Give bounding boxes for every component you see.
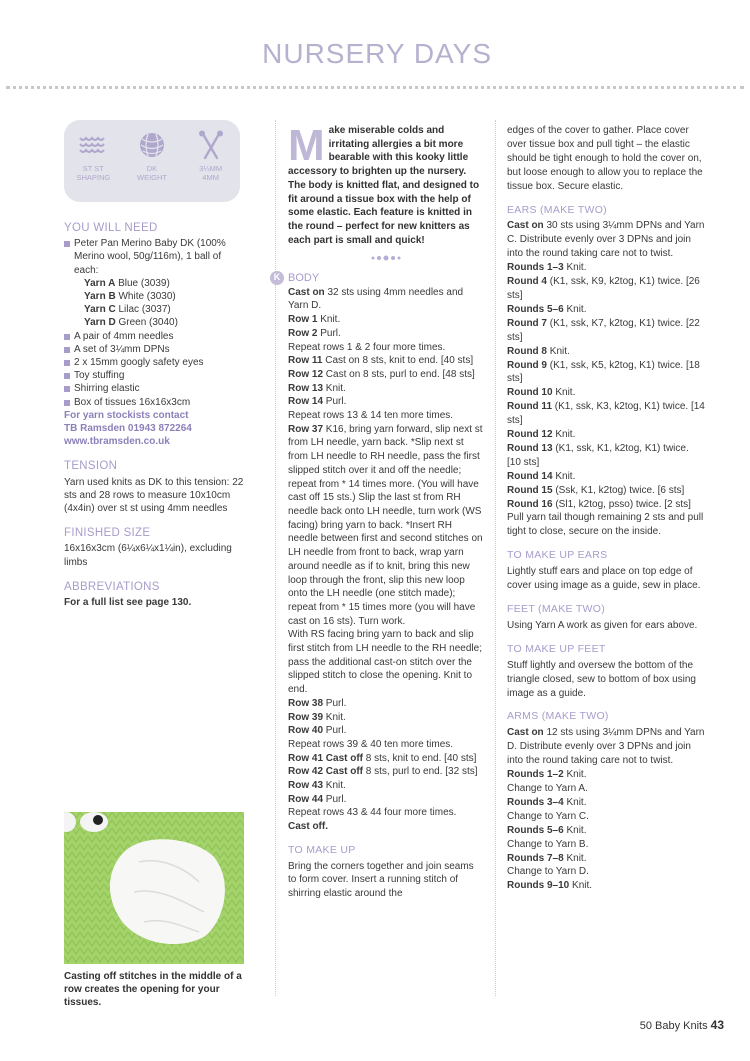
instruction-text: With RS facing bring yarn to back and slip first stitch from LH needle to the RH needle; pass the additional cast-on stitch over the slipped stitch to close the opening. Knit to end.	[288, 629, 482, 696]
feet-text: Using Yarn A work as given for ears above.	[507, 619, 698, 631]
contact-phone: TB Ramsden 01943 872264	[64, 423, 192, 435]
instruction-line	[507, 442, 705, 470]
instruction-label: Row 12	[288, 368, 324, 380]
header-divider	[6, 86, 744, 89]
instruction-line	[288, 313, 484, 327]
instruction-label: Round 13	[507, 442, 553, 454]
right-column	[507, 124, 705, 893]
instruction-label: Rounds 1–3	[507, 262, 564, 274]
info-weight	[126, 130, 178, 182]
column-divider	[275, 120, 276, 996]
flourish-ornament	[288, 253, 484, 268]
instruction-text: 12 sts using 3¼mm DPNs and Yarn D. Distribute evenly over 3 DPNs and join into the round taking care not to twist.	[507, 727, 705, 767]
instruction-text: (K1, ssk, K7, k2tog, K1) twice. [22 sts]	[507, 317, 700, 343]
instruction-line	[507, 345, 705, 359]
instruction-text: Knit.	[547, 345, 570, 357]
instruction-line	[507, 782, 705, 796]
instruction-line	[507, 484, 705, 498]
finished-size-text: 16x16x3cm (6¼x6¼x1¼in), excluding limbs	[64, 543, 232, 568]
instruction-text: Pull yarn tail though remaining 2 sts and pull tight to close, secure on the inside.	[507, 512, 704, 538]
section-heading: TO MAKE UP EARS	[507, 549, 608, 562]
instruction-text: 32 sts using 4mm needles and Yarn D.	[288, 286, 464, 312]
contact-website[interactable]: www.tbramsden.co.uk	[64, 436, 170, 448]
section-heading: TO MAKE UP FEET	[507, 642, 606, 655]
list-item: Toy stuffing	[64, 369, 244, 382]
knitting-needles-icon	[195, 130, 227, 160]
instruction-line	[288, 409, 484, 423]
instruction-text: (K1, ssk, K1, k2tog, K1) twice. [10 sts]	[507, 442, 689, 468]
instruction-label: Row 13	[288, 382, 324, 394]
instruction-text: Purl.	[317, 327, 341, 339]
materials-list	[64, 237, 244, 409]
page-footer	[640, 1018, 724, 1032]
instruction-line	[507, 317, 705, 345]
instruction-line	[507, 824, 705, 838]
instruction-text: Knit.	[552, 429, 576, 441]
instruction-label: Rounds 1–2	[507, 769, 564, 781]
page-number: 43	[710, 1018, 724, 1032]
instruction-label: Row 14	[288, 396, 324, 408]
instruction-text: Knit.	[563, 262, 587, 274]
instruction-line	[507, 865, 705, 879]
instruction-label: Round 12	[507, 429, 553, 441]
instruction-text: 30 sts using 3¼mm DPNs and Yarn C. Distribute evenly over 3 DPNs and join into the round taking care not to twist.	[507, 220, 705, 260]
yarn-swatch-icon	[77, 130, 109, 160]
instruction-text: Knit.	[563, 303, 587, 315]
instruction-label: Round 8	[507, 345, 547, 357]
instruction-label: Round 9	[507, 359, 547, 371]
section-heading: ABBREVIATIONS	[64, 580, 160, 593]
instruction-label: Row 38	[288, 697, 324, 709]
instruction-label: Round 11	[507, 401, 553, 413]
info-label-line: WEIGHT	[136, 173, 167, 182]
instruction-label: Round 4	[507, 276, 547, 288]
yarn-desc: White (3030)	[118, 291, 176, 303]
list-item: A set of 3¼mm DPNs	[64, 343, 244, 356]
instruction-text: Cast on 8 sts, purl to end. [48 sts]	[323, 368, 475, 380]
instruction-text: (Ssk, K1, k2tog) twice. [6 sts]	[552, 484, 685, 496]
yarn-name: Yarn A	[84, 277, 116, 289]
info-label-line: DK	[146, 164, 158, 173]
info-needles	[185, 130, 237, 182]
instruction-line	[288, 382, 484, 396]
instruction-text: K16, bring yarn forward, slip next st from LH needle, yarn back. *Slip next st from LH needle to RH needle, pass the first slipped stitch over it and off the needle; repeat from * 14 times more. (You will have cast off 15 sts.) Slip the last st from RH needle back onto LH needle, turn work (WS facing) bring yarn to back. *Insert RH needle between first and second stitches on LH needle from front to back, wrap yarn around needle as if to knit, bring this new loop through the front, slip this new loop onto the LH needle (one stitch made); repeat from * 15 times more (you will have cast on 16 sts). Turn work.	[288, 423, 483, 627]
instruction-text: Cast on 8 sts, knit to end. [40 sts]	[322, 355, 474, 367]
info-label-line: 3¼MM	[199, 164, 223, 173]
ornament-icon	[368, 253, 404, 263]
instruction-text: Knit.	[317, 314, 341, 326]
instruction-label: Cast on	[288, 286, 325, 298]
instruction-text: (K1, ssk, K3, k2tog, K1) twice. [14 sts]	[507, 401, 705, 427]
instruction-line	[507, 303, 705, 317]
instruction-line	[507, 498, 705, 512]
section-heading: TO MAKE UP	[288, 843, 356, 856]
instruction-line	[507, 275, 705, 303]
instruction-line	[507, 768, 705, 782]
instruction-line	[288, 327, 484, 341]
instruction-label: Row 11	[288, 355, 323, 367]
body-heading	[273, 272, 484, 286]
instruction-text: Change to Yarn D.	[507, 866, 589, 878]
instruction-text: (K1, ssk, K5, k2tog, K1) twice. [18 sts]	[507, 359, 700, 385]
instruction-label: Rounds 3–4	[507, 796, 564, 808]
instruction-line	[507, 838, 705, 852]
instruction-line	[288, 765, 484, 779]
instruction-text: Change to Yarn B.	[507, 838, 589, 850]
list-item	[64, 237, 244, 329]
instruction-text: Knit.	[323, 711, 346, 723]
list-item: 2 x 15mm googly safety eyes	[64, 356, 244, 369]
instruction-line	[288, 724, 484, 738]
instruction-label: Round 14	[507, 470, 553, 482]
instruction-label: Rounds 9–10	[507, 880, 570, 892]
yarn-desc: Blue (3039)	[118, 277, 170, 289]
knit-badge-icon: K	[270, 271, 284, 285]
yarn-desc: Green (3040)	[118, 317, 178, 329]
intro-text: ake miserable colds and irritating allergies a bit more bearable with this kooky little accessory to brighten up the nursery. The body is knitted flat, and designed to fit around a tissue box with the help of some elastic. Each feature is knitted in the round – perfect for new knitters as each part is small and quick!	[288, 125, 480, 246]
instruction-line	[507, 511, 705, 539]
instruction-line	[288, 711, 484, 725]
section-heading: BODY	[288, 272, 320, 285]
info-label-line: ST ST	[82, 164, 104, 173]
left-column	[64, 222, 244, 609]
section-heading: FEET (MAKE TWO)	[507, 603, 606, 615]
instruction-text: Knit.	[569, 880, 593, 892]
instruction-label: Row 44	[288, 793, 324, 805]
instruction-label: Row 43	[288, 780, 324, 792]
instruction-line	[507, 400, 705, 428]
instruction-line	[507, 428, 705, 442]
instruction-text: Knit.	[563, 852, 587, 864]
section-heading: EARS (MAKE TWO)	[507, 203, 607, 216]
info-label-line: 4MM	[202, 173, 219, 182]
instruction-text: Change to Yarn C.	[507, 810, 589, 822]
instruction-text: Repeat rows 13 & 14 ten more times.	[288, 410, 454, 422]
instruction-line	[507, 879, 705, 893]
instruction-line	[288, 793, 484, 807]
instruction-label: Row 41 Cast off	[288, 752, 364, 764]
instruction-text: Knit.	[563, 796, 587, 808]
yarn-item	[84, 290, 244, 303]
instruction-line	[507, 359, 705, 387]
instruction-line	[288, 423, 484, 629]
make-up-text-continued: edges of the cover to gather. Place cover over tissue box and pull tight – the elastic should be tight enough to hold the cover on, but loose enough to allow you to replace the tissue box. Secure elastic.	[507, 125, 703, 192]
instruction-label: Rounds 5–6	[507, 824, 564, 836]
page-title: NURSERY DAYS	[262, 38, 492, 69]
instruction-line	[288, 628, 484, 697]
info-label-line: SHAPING	[76, 173, 111, 182]
instruction-label: Row 42 Cast off	[288, 766, 364, 778]
list-item-text: Peter Pan Merino Baby DK (100% Merino wool, 50g/116m), 1 ball of each:	[74, 238, 226, 276]
instruction-text: Knit.	[323, 780, 346, 792]
instruction-label: Cast on	[507, 727, 544, 739]
section-heading: FINISHED SIZE	[64, 527, 151, 540]
tissue-box-illustration	[64, 812, 244, 964]
instruction-label: Rounds 5–6	[507, 303, 564, 315]
instruction-text: Purl.	[323, 725, 347, 737]
photo-caption: Casting off stitches in the middle of a row creates the opening for your tissues.	[64, 971, 242, 1008]
instruction-text: Repeat rows 43 & 44 four more times.	[288, 807, 457, 819]
yarn-name: Yarn D	[84, 317, 116, 329]
yarn-desc: Lilac (3037)	[118, 304, 171, 316]
tissue-box-photo	[64, 812, 244, 964]
instruction-line	[507, 470, 705, 484]
instruction-line	[288, 368, 484, 382]
instruction-line	[507, 810, 705, 824]
instruction-line	[507, 219, 705, 261]
ears-instructions	[507, 219, 705, 539]
instruction-text: Repeat rows 1 & 2 four more times.	[288, 341, 446, 353]
instruction-line	[288, 354, 484, 368]
instruction-label: Cast on	[507, 220, 544, 232]
instruction-label: Row 40	[288, 725, 324, 737]
instruction-text: Knit.	[552, 387, 576, 399]
instruction-line	[288, 820, 484, 834]
magazine-name: 50 Baby Knits	[639, 1020, 708, 1032]
section-heading: TENSION	[64, 460, 118, 473]
instruction-label: Row 2	[288, 327, 318, 339]
instruction-text: Knit.	[563, 769, 587, 781]
drop-cap: M	[288, 121, 325, 170]
yarn-list	[74, 277, 244, 330]
instruction-text: Repeat rows 39 & 40 ten more times.	[288, 738, 454, 750]
column-divider	[495, 120, 496, 996]
middle-column	[273, 121, 484, 901]
contact-line: For yarn stockists contact	[64, 409, 189, 421]
instruction-text: Purl.	[323, 793, 347, 805]
instruction-label: Round 15	[507, 484, 553, 496]
instruction-label: Round 7	[507, 317, 547, 329]
section-heading: YOU WILL NEED	[64, 222, 158, 234]
instruction-text: 8 sts, purl to end. [32 sts]	[363, 766, 478, 778]
instruction-line	[507, 852, 705, 866]
info-stitch	[67, 130, 119, 182]
intro-paragraph	[288, 121, 484, 247]
instruction-text: Purl.	[323, 697, 347, 709]
make-up-text: Bring the corners together and join seams to form cover. Insert a running stitch of shirring elastic around the	[288, 860, 474, 899]
instruction-text: 8 sts, knit to end. [40 sts]	[363, 752, 477, 764]
instruction-line	[288, 341, 484, 355]
make-up-feet-text: Stuff lightly and oversew the bottom of the triangle closed, sew to bottom of box using image as a guide.	[507, 659, 696, 699]
instruction-line	[507, 386, 705, 400]
instruction-line	[507, 726, 705, 768]
yarn-name: Yarn B	[84, 291, 116, 303]
list-item: Shirring elastic	[64, 382, 244, 395]
abbreviations-text: For a full list see page 130.	[64, 597, 192, 609]
instruction-line	[288, 738, 484, 752]
instruction-text: Change to Yarn A.	[507, 782, 588, 794]
instruction-line	[288, 752, 484, 766]
instruction-line	[288, 286, 484, 313]
instruction-line	[288, 697, 484, 711]
arms-instructions	[507, 726, 705, 893]
yarn-item	[84, 303, 244, 316]
instruction-text: (K1, ssk, K9, k2tog, K1) twice. [26 sts]	[507, 276, 700, 301]
instruction-label: Round 16	[507, 498, 553, 510]
instruction-label: Row 39	[288, 711, 324, 723]
instruction-label: Round 10	[507, 387, 553, 399]
instruction-label: Rounds 7–8	[507, 852, 564, 864]
section-heading: ARMS (MAKE TWO)	[507, 710, 609, 723]
list-item: A pair of 4mm needles	[64, 330, 244, 343]
instruction-line	[507, 261, 705, 275]
instruction-text: Knit.	[552, 470, 576, 482]
instruction-line	[507, 796, 705, 810]
instruction-text: (Sl1, k2tog, psso) twice. [2 sts]	[552, 498, 691, 510]
pattern-info-box	[64, 120, 240, 202]
yarn-item	[84, 316, 244, 329]
instruction-text: Knit.	[563, 824, 587, 836]
make-up-ears-text: Lightly stuff ears and place on top edge of cover using image as a guide, sew in place.	[507, 566, 701, 592]
yarn-item	[84, 277, 244, 290]
instruction-text: Knit.	[323, 382, 346, 394]
instruction-line	[288, 395, 484, 409]
instruction-label: Row 37	[288, 423, 324, 435]
instruction-label: Cast off.	[288, 821, 328, 833]
instruction-line	[288, 779, 484, 793]
tension-text: Yarn used knits as DK to this tension: 22 sts and 28 rows to measure 10x10cm (4x4in) over st st using 4mm needles	[64, 476, 244, 515]
body-instructions	[288, 286, 484, 834]
stockist-contact	[64, 409, 244, 449]
instruction-text: Purl.	[323, 396, 347, 408]
yarn-ball-icon	[136, 130, 168, 160]
yarn-name: Yarn C	[84, 304, 116, 316]
instruction-label: Row 1	[288, 314, 318, 326]
list-item: Box of tissues 16x16x3cm	[64, 396, 244, 409]
instruction-line	[288, 806, 484, 820]
